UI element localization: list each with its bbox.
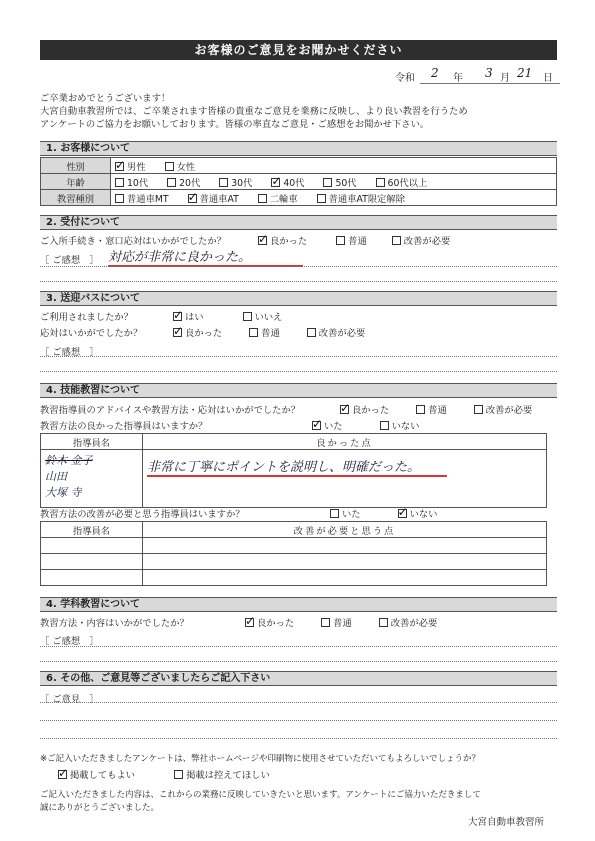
reception-normal-option[interactable]: 普通 xyxy=(336,233,367,247)
col-improve-points: 改善が必要と思う点 xyxy=(143,522,547,538)
gender-label: 性別 xyxy=(41,158,111,174)
practical-improve-option[interactable]: 改善が必要 xyxy=(474,402,533,416)
checkbox[interactable] xyxy=(165,162,174,171)
organization-name: 大宮自動車教習所 xyxy=(468,817,545,828)
section-practical-title: 4. 技能教習について xyxy=(40,383,557,398)
intro-text: ご卒業おめでとうございます！ 大宮自動車教習所では、ご卒業されます皆様の貴重なご意見を業務に反映し、より良い教習を行うため アンケートのご協力をお願いしております。皆様の率直なご意見・ご感想をお聞かせ下さい。 xyxy=(40,93,468,130)
publish-yes-option[interactable]: ✓掲載してもよい xyxy=(58,767,135,781)
course-option[interactable]: 普通車AT限定解除 xyxy=(317,191,405,205)
date-month-unit: 月 xyxy=(500,73,510,84)
section-reception-title: 2. 受付について xyxy=(40,215,557,230)
date-day-unit: 日 xyxy=(543,73,553,84)
good-instructor-no-option[interactable]: いない xyxy=(380,418,420,432)
reception-good-option[interactable]: ✓ 良かった xyxy=(258,233,307,247)
practical-quality-row: 教習指導員のアドバイスや教習方法・応対はいかがでしたか？ ✓ 良かった 普通 改善が必要 xyxy=(40,402,560,416)
reception-comment-handwritten[interactable]: 対応が非常に良かった。 xyxy=(108,246,303,267)
thanks-line-2: 誠にありがとうございました。 xyxy=(40,803,160,813)
course-type-options xyxy=(111,190,557,206)
checkbox-checked[interactable] xyxy=(115,162,124,171)
date-year-unit: 年 xyxy=(453,73,463,84)
page-title: お客様のご意見をお聞かせください xyxy=(40,40,557,60)
bus-service-row: 応対はいかがでしたか？ ✓ 良かった 普通 改善が必要 xyxy=(40,325,560,339)
section-customer-title: 1. お客様について xyxy=(40,141,557,156)
bus-improve-option[interactable]: 改善が必要 xyxy=(307,325,366,339)
lecture-normal-option[interactable]: 普通 xyxy=(321,615,352,629)
age-options xyxy=(111,174,557,190)
publish-question: ※ご記入いただきましたアンケートは、弊社ホームページや印刷物に使用させていただいてもよろしいでしょうか？ xyxy=(40,754,480,764)
course-option[interactable]: 二輪車 xyxy=(258,191,298,205)
age-option[interactable]: 30代 xyxy=(219,175,252,189)
date-year[interactable]: 2 xyxy=(431,66,439,80)
bus-comment-label: ［ ご感想 ］ xyxy=(40,347,99,358)
practical-normal-option[interactable]: 普通 xyxy=(416,402,447,416)
lecture-improve-option[interactable]: 改善が必要 xyxy=(379,615,438,629)
lecture-comment-label: ［ ご感想 ］ xyxy=(40,636,99,647)
col-instructor-name: 指導員名 xyxy=(41,522,143,538)
section-bus-title: 3. 送迎バスについて xyxy=(40,291,557,306)
age-option-checked[interactable]: ✓ 40代 xyxy=(271,175,304,189)
publish-options xyxy=(58,767,578,781)
reception-question-row: ご入所手続き・窓口応対はいかがでしたか？ ✓ 良かった 普通 改善が必要 xyxy=(40,233,560,247)
age-option[interactable]: 60代以上 xyxy=(376,175,428,189)
course-option[interactable]: 普通車MT xyxy=(115,191,169,205)
instructor-names-cell[interactable]: 鈴木 金子 山田 大塚 寺 xyxy=(41,450,143,508)
age-option[interactable]: 20代 xyxy=(167,175,200,189)
other-comment-label: ［ ご意見 ］ xyxy=(40,694,99,705)
bus-use-no-option[interactable]: いいえ xyxy=(243,309,283,323)
section-other-title: 6. その他、ご意見等ございましたらご記入下さい xyxy=(40,671,557,686)
date-month[interactable]: 3 xyxy=(485,66,493,80)
date-day[interactable]: 21 xyxy=(517,66,533,80)
good-instructor-table xyxy=(40,433,547,508)
col-instructor-name: 指導員名 xyxy=(41,434,143,450)
good-points-cell[interactable]: 非常に丁寧にポイントを説明し、明確だった。 xyxy=(143,450,547,508)
course-type-label: 教習種別 xyxy=(41,190,111,206)
improve-instructor-yes-option[interactable]: いた xyxy=(330,506,361,520)
improve-instructor-row: 教習方法の改善が必要と思う指導員はいますか？ いた ✓ いない xyxy=(40,506,560,520)
date-era: 令和 xyxy=(395,73,415,84)
section-lecture-title: 4. 学科教習について xyxy=(40,597,557,612)
age-option[interactable]: 10代 xyxy=(115,175,148,189)
practical-good-option[interactable]: ✓ 良かった xyxy=(340,402,389,416)
bus-use-yes-option[interactable]: ✓ はい xyxy=(173,309,204,323)
gender-female-option[interactable]: 女性 xyxy=(165,159,196,173)
publish-no-option[interactable]: 掲載は控えてほしい xyxy=(174,767,270,781)
gender-male-option[interactable]: ✓ 男性 xyxy=(115,159,146,173)
bus-use-row: ご利用されましたか？ ✓ はい いいえ xyxy=(40,309,560,323)
improve-instructor-no-option[interactable]: ✓ いない xyxy=(398,506,438,520)
reception-comment-label: ［ ご感想 ］ xyxy=(40,255,99,266)
date-field xyxy=(395,66,560,84)
reception-improve-option[interactable]: 改善が必要 xyxy=(392,233,451,247)
improve-instructor-table xyxy=(40,521,547,586)
age-option[interactable]: 50代 xyxy=(323,175,356,189)
lecture-question-row: 教習方法・内容はいかがでしたか？ ✓ 良かった 普通 改善が必要 xyxy=(40,615,560,629)
customer-info-table xyxy=(40,157,557,206)
good-instructor-row: 教習方法の良かった指導員はいますか？ ✓ いた いない xyxy=(40,418,560,432)
bus-good-option[interactable]: ✓ 良かった xyxy=(173,325,222,339)
col-good-points: 良かった点 xyxy=(143,434,547,450)
lecture-good-option[interactable]: ✓ 良かった xyxy=(245,615,294,629)
age-label: 年齢 xyxy=(41,174,111,190)
good-instructor-yes-option[interactable]: ✓ いた xyxy=(312,418,343,432)
thanks-line-1: ご記入いただきました内容は、これからの業務に反映していきたいと思います。アンケートにご協力いただきまして xyxy=(40,790,481,800)
gender-options xyxy=(111,158,557,174)
bus-normal-option[interactable]: 普通 xyxy=(249,325,280,339)
course-option-checked[interactable]: ✓ 普通車AT xyxy=(188,191,239,205)
